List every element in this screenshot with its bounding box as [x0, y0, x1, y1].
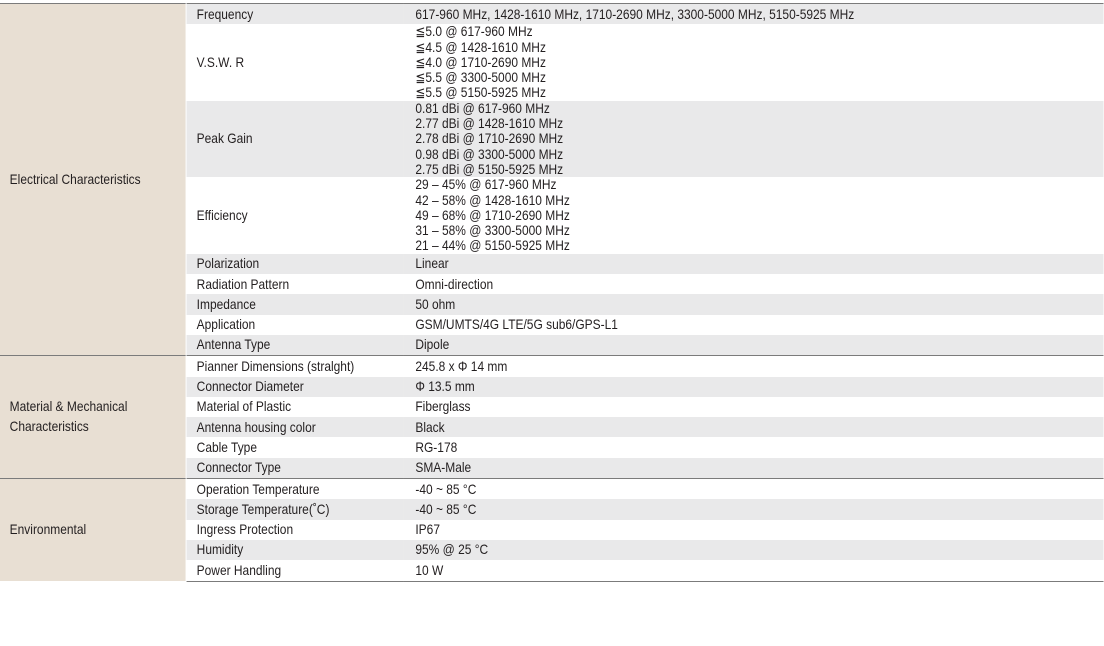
value-line: ≦5.5 @ 3300-5000 MHz — [415, 70, 546, 86]
parameter-label: Ingress Protection — [196, 522, 294, 538]
parameter-label: Peak Gain — [186, 101, 403, 177]
table-row — [0, 4, 1104, 25]
value-lines — [415, 177, 1103, 253]
value-line: 21 – 44% @ 5150-5925 MHz — [415, 238, 570, 254]
section-title: Environmental — [0, 479, 186, 581]
value-line: ≦4.0 @ 1710-2690 MHz — [415, 54, 546, 70]
parameter-value: 50 ohm — [403, 294, 1103, 314]
parameter-label: Polarization — [186, 254, 403, 274]
parameter-value: Omni-direction — [415, 276, 494, 292]
spec-table — [0, 3, 1104, 582]
parameter-label: Material of Plastic — [196, 399, 292, 415]
parameter-label: Cable Type — [196, 439, 257, 455]
parameter-label: Power Handling — [186, 560, 403, 581]
value-line: 0.98 dBi @ 3300-5000 MHz — [415, 146, 564, 162]
parameter-label: Radiation Pattern — [196, 276, 290, 292]
parameter-value: IP67 — [415, 522, 440, 538]
value-line: 2.77 dBi @ 1428-1610 MHz — [415, 116, 564, 132]
parameter-label: Connector Diameter — [186, 377, 403, 397]
parameter-value: RG-178 — [415, 439, 458, 455]
parameter-value: 95% @ 25 °C — [403, 540, 1103, 560]
parameter-value: GSM/UMTS/4G LTE/5G sub6/GPS-L1 — [415, 317, 618, 333]
parameter-label: Operation Temperature — [186, 479, 403, 500]
parameter-value: Linear — [403, 254, 1103, 274]
parameter-label: Pianner Dimensions (stralght) — [186, 356, 403, 377]
value-line: ≦5.5 @ 5150-5925 MHz — [415, 85, 546, 101]
parameter-label: Impedance — [186, 294, 403, 314]
parameter-label: Connector Type — [186, 458, 403, 479]
parameter-label: Application — [196, 317, 256, 333]
value-line: 42 – 58% @ 1428-1610 MHz — [415, 192, 570, 208]
value-line: 2.78 dBi @ 1710-2690 MHz — [415, 131, 564, 147]
value-line: ≦4.5 @ 1428-1610 MHz — [415, 39, 546, 55]
value-line: 31 – 58% @ 3300-5000 MHz — [415, 223, 570, 239]
value-lines — [415, 24, 1103, 100]
value-line: 0.81 dBi @ 617-960 MHz — [415, 100, 550, 116]
parameter-value: Fiberglass — [415, 399, 471, 415]
parameter-label: Efficiency — [196, 207, 248, 223]
value-line: 29 – 45% @ 617-960 MHz — [415, 177, 557, 193]
parameter-label: Humidity — [186, 540, 403, 560]
table-row — [0, 356, 1104, 377]
parameter-label: V.S.W. R — [196, 54, 245, 70]
parameter-value: SMA-Male — [403, 458, 1103, 479]
parameter-value: -40 ~ 85 °C — [403, 479, 1103, 500]
spec-table-body — [0, 4, 1104, 582]
parameter-value: Φ 13.5 mm — [403, 377, 1103, 397]
parameter-value: 10 W — [403, 560, 1103, 581]
parameter-label: Storage Temperature(˚C) — [186, 499, 403, 519]
section-title: Electrical Characteristics — [0, 4, 186, 356]
parameter-label: Antenna Type — [186, 335, 403, 356]
table-row — [0, 479, 1104, 500]
parameter-value: 617-960 MHz, 1428-1610 MHz, 1710-2690 MHz, 3300-5000 MHz, 5150-5925 MHz — [403, 4, 1103, 25]
parameter-value: 245.8 x Φ 14 mm — [403, 356, 1103, 377]
value-lines — [415, 101, 1103, 177]
parameter-label: Antenna housing color — [186, 417, 403, 437]
value-line: ≦5.0 @ 617-960 MHz — [415, 24, 533, 40]
parameter-value: Black — [403, 417, 1103, 437]
value-line: 2.75 dBi @ 5150-5925 MHz — [415, 161, 564, 177]
parameter-value — [403, 101, 1103, 177]
parameter-value — [403, 24, 1103, 100]
parameter-label: Frequency — [186, 4, 403, 25]
parameter-value — [403, 177, 1103, 253]
value-line: 49 – 68% @ 1710-2690 MHz — [415, 207, 570, 223]
parameter-value: Dipole — [403, 335, 1103, 356]
section-title: Material & Mechanical Characteristics — [0, 356, 186, 479]
parameter-value: -40 ~ 85 °C — [403, 499, 1103, 519]
